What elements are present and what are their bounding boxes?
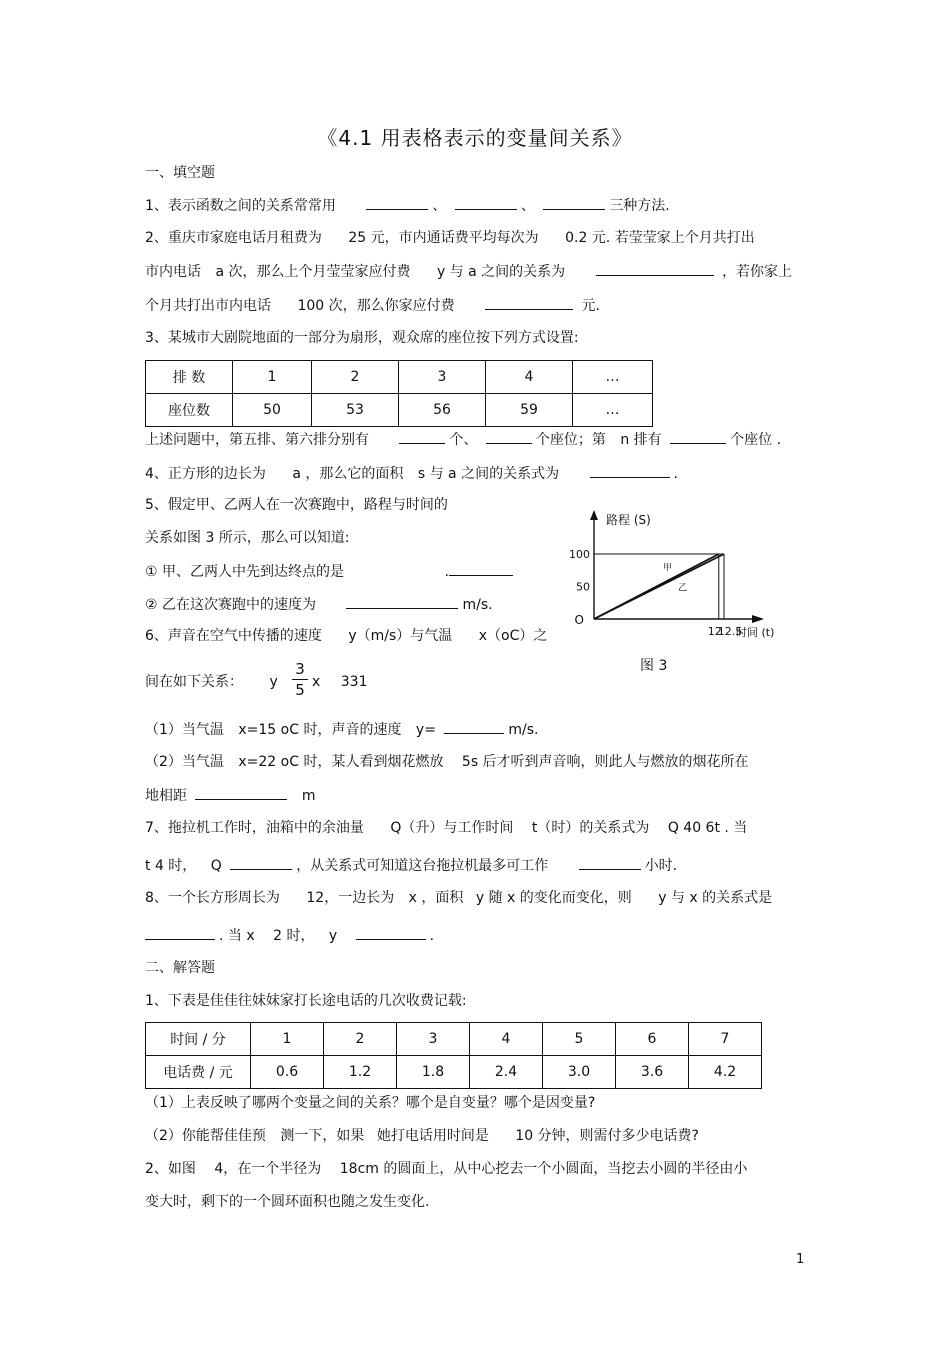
- answer-blank: [579, 855, 641, 870]
- question-7-line1: [145, 818, 747, 838]
- question-1: [145, 195, 670, 216]
- q6-text: y（m/s）与气温: [348, 628, 453, 644]
- race-chart: [560, 500, 790, 650]
- p2-text: 2、如图: [145, 1161, 196, 1177]
- q6-text: x（oC）之: [478, 628, 548, 644]
- table-cell: 4.2: [689, 1056, 762, 1089]
- q3-text: 个、: [449, 432, 478, 448]
- q8-text: 12，一边长为: [306, 890, 395, 906]
- q3-text: 上述问题中，第五排、第六排分别有: [145, 432, 369, 448]
- answer-blank: [346, 594, 458, 609]
- table-cell: 0.6: [251, 1056, 324, 1089]
- problem-2-line1: [145, 1159, 747, 1179]
- table-cell: 3.6: [616, 1056, 689, 1089]
- table-cell: 2: [324, 1023, 397, 1056]
- answer-blank: [590, 463, 670, 478]
- fraction-numerator: 3: [295, 660, 305, 678]
- q3-text: n 排有: [620, 432, 662, 448]
- question-3-followup: [145, 429, 781, 450]
- question-2-line3: [145, 295, 600, 316]
- page-title: 《4.1 用表格表示的变量间关系》: [317, 126, 633, 150]
- question-4: [145, 463, 678, 484]
- answer-blank: [374, 562, 440, 576]
- q7-text: ，从关系式可知道这台拖拉机最多可工作: [296, 858, 549, 874]
- table-cell: 2.4: [470, 1056, 543, 1089]
- seat-table: [145, 360, 653, 427]
- table-cell: …: [573, 361, 653, 394]
- q6-text: m/s.: [508, 722, 539, 738]
- q6-text: x=22 oC 时，某人看到烟花燃放: [238, 754, 444, 770]
- table-cell: 2: [312, 361, 399, 394]
- fraction-denominator: 5: [295, 681, 305, 699]
- q2-text: 2、重庆市家庭电话月租费为: [145, 230, 322, 246]
- q8-text: 8、一个长方形周长为: [145, 890, 280, 906]
- problem-2-line2: 变大时，剩下的一个圆环面积也随之发生变化.: [145, 1194, 430, 1210]
- p1-text: 她打电话用时间是: [376, 1128, 489, 1144]
- problem-1-sub2: [145, 1126, 699, 1146]
- q6-text: 6、声音在空气中传播的速度: [145, 628, 322, 644]
- origin-label: O: [574, 613, 584, 627]
- question-5-line1: 5、假定甲、乙两人在一次赛跑中，路程与时间的: [145, 497, 448, 513]
- x-axis-label: 时间 (t): [736, 626, 775, 639]
- q5-text: m/s.: [462, 597, 493, 613]
- q6-text: m: [301, 788, 316, 804]
- series-label: 乙: [678, 583, 688, 594]
- q6-text: 地相距: [145, 788, 187, 804]
- p1-text: 测一下，如果: [280, 1128, 365, 1144]
- table-cell: 1.2: [324, 1056, 397, 1089]
- question-6-sub2-cont: [145, 785, 316, 806]
- answer-blank: [486, 429, 532, 444]
- q6-text: 5s 后才听到声音响，则此人与燃放的烟花所在: [461, 754, 749, 770]
- q2-text: 0.2 元. 若莹莹家上个月共打出: [565, 230, 755, 246]
- answer-blank: [444, 719, 504, 734]
- q4-text: a ，那么它的面积: [292, 466, 404, 482]
- answer-blank: [145, 925, 215, 940]
- question-5-item1: [145, 561, 517, 582]
- section-fill-in: 一、填空题: [145, 165, 215, 181]
- q2-text: y 与 a 之间的关系为: [436, 264, 566, 280]
- y-tick-label: 50: [576, 580, 590, 594]
- q7-text: 小时.: [644, 858, 678, 874]
- question-5-line2: 关系如图 3 所示，那么可以知道:: [145, 530, 350, 546]
- q2-text: 100 次，那么你家应付费: [297, 298, 455, 314]
- answer-blank: [399, 429, 445, 444]
- p1-text: 10 分钟，则需付多少电话费?: [515, 1128, 699, 1144]
- answer-blank: [195, 785, 287, 800]
- answer-blank: [449, 561, 513, 576]
- answer-blank: [543, 195, 605, 210]
- q2-text: 25 元，市内通话费平均每次为: [348, 230, 539, 246]
- q6-text: （2）当气温: [145, 754, 224, 770]
- answer-blank: [366, 195, 428, 210]
- phone-fee-table: [145, 1022, 762, 1089]
- q2-text: 市内电话: [145, 264, 201, 280]
- question-5-item2: [145, 594, 493, 615]
- q8-text: x ，面积: [408, 890, 464, 906]
- question-2-line1: [145, 228, 755, 248]
- table-cell: 1: [251, 1023, 324, 1056]
- fraction: [292, 660, 308, 699]
- q7-text: Q 40 6t . 当: [667, 820, 748, 836]
- table-cell: 排 数: [146, 361, 233, 394]
- table-cell: 电话费 / 元: [146, 1056, 251, 1089]
- question-3: 3、某城市大剧院地面的一部分为扇形，观众席的座位按下列方式设置:: [145, 330, 579, 346]
- table-cell: 53: [312, 394, 399, 427]
- y-axis-arrow: [590, 510, 598, 520]
- q7-text: Q（升）与工作时间: [390, 820, 514, 836]
- q6-text: （1）当气温: [145, 722, 224, 738]
- formula-x: x: [312, 674, 321, 690]
- table-cell: 59: [486, 394, 573, 427]
- table-cell: 1: [233, 361, 312, 394]
- q4-text: .: [673, 466, 678, 482]
- y-axis-label: 路程 (S): [606, 513, 651, 527]
- table-row: [146, 1023, 762, 1056]
- page-number: 1: [796, 1252, 805, 1267]
- figure-caption: 图 3: [640, 658, 668, 674]
- table-cell: 6: [616, 1023, 689, 1056]
- x-tick-label: 12: [707, 625, 722, 638]
- q8-text: .: [429, 928, 435, 944]
- q8-text: y: [328, 928, 338, 944]
- q3-text: 个座位；第: [535, 432, 606, 448]
- p2-text: 18cm 的圆面上，从中心挖去一个小圆面，当挖去小圆的半径由小: [339, 1161, 748, 1177]
- formula-y: y: [269, 674, 278, 690]
- question-6-formula-rest: [312, 672, 367, 692]
- q2-text: 个月共打出市内电话: [145, 298, 271, 314]
- table-cell: 7: [689, 1023, 762, 1056]
- series-line: [594, 554, 724, 619]
- question-8-line2: [145, 925, 434, 946]
- table-cell: 4: [470, 1023, 543, 1056]
- q8-text: y 与 x 的关系式是: [658, 890, 773, 906]
- q8-text: . 当 x: [219, 928, 255, 944]
- answer-blank: [356, 925, 426, 940]
- table-cell: 5: [543, 1023, 616, 1056]
- table-cell: 时间 / 分: [146, 1023, 251, 1056]
- table-row: [146, 1056, 762, 1089]
- q4-text: 4、正方形的边长为: [145, 466, 266, 482]
- q5-text: ① 甲、乙两人中先到达终点的是: [145, 564, 345, 580]
- answer-blank: [596, 261, 714, 276]
- table-cell: 3: [399, 361, 486, 394]
- answer-blank: [455, 195, 517, 210]
- p1-text: （2）你能帮佳佳预: [145, 1128, 266, 1144]
- q1-end: 三种方法.: [609, 198, 670, 214]
- q7-text: 7、拖拉机工作时，油箱中的余油量: [145, 820, 364, 836]
- table-cell: 3: [397, 1023, 470, 1056]
- table-cell: 50: [233, 394, 312, 427]
- question-2-line2: [145, 261, 792, 282]
- fraction-bar: [292, 679, 308, 680]
- q6-text: 间在如下关系：: [145, 674, 243, 690]
- y-tick-label: 100: [569, 548, 590, 561]
- problem-1: 1、下表是佳佳往妹妹家打长途电话的几次收费记载:: [145, 993, 467, 1009]
- q2-text: ，若你家上: [722, 264, 793, 280]
- q2-text: a 次，那么上个月莹莹家应付费: [215, 264, 411, 280]
- q5-text: .: [444, 564, 449, 580]
- question-8-line1: [145, 888, 772, 908]
- p2-text: 4，在一个半径为: [214, 1161, 322, 1177]
- q8-text: 2 时，: [273, 928, 315, 944]
- q2-text: 元.: [581, 298, 600, 314]
- q1-text: 1、表示函数之间的关系常常用: [145, 198, 336, 214]
- table-cell: 座位数: [146, 394, 233, 427]
- question-7-line2: [145, 855, 677, 876]
- q3-text: 个座位 .: [730, 432, 782, 448]
- q7-text: t 4 时，: [145, 858, 197, 874]
- question-6-formula: [145, 672, 278, 692]
- table-row: [146, 394, 653, 427]
- q6-text: y=: [415, 722, 436, 738]
- q6-text: x=15 oC 时，声音的速度: [238, 722, 402, 738]
- table-cell: 4: [486, 361, 573, 394]
- question-6-sub1: [145, 719, 538, 740]
- question-6-line1: [145, 626, 547, 646]
- table-cell: 1.8: [397, 1056, 470, 1089]
- q5-text: ② 乙在这次赛跑中的速度为: [145, 597, 317, 613]
- series-label: 甲: [662, 563, 672, 574]
- answer-blank: [670, 429, 726, 444]
- q1-sep1: 、: [432, 198, 447, 214]
- x-tick-label: 12.5: [717, 625, 743, 638]
- question-6-sub2: [145, 752, 749, 772]
- problem-1-sub1: （1）上表反映了哪两个变量之间的关系？哪个是自变量？哪个是因变量?: [145, 1095, 596, 1111]
- table-cell: …: [573, 394, 653, 427]
- x-axis-arrow: [752, 615, 764, 623]
- table-row: [146, 361, 653, 394]
- table-cell: 56: [399, 394, 486, 427]
- q4-text: s 与 a 之间的关系式为: [417, 466, 560, 482]
- section-answer: 二、解答题: [145, 960, 215, 976]
- answer-blank: [485, 295, 573, 310]
- formula-const: 331: [340, 674, 368, 690]
- table-cell: 3.0: [543, 1056, 616, 1089]
- q8-text: y 随 x 的变化而变化，则: [475, 890, 632, 906]
- q7-text: Q: [210, 858, 222, 874]
- q1-sep2: 、: [520, 198, 535, 214]
- answer-blank: [230, 855, 292, 870]
- q7-text: t（时）的关系式为: [531, 820, 650, 836]
